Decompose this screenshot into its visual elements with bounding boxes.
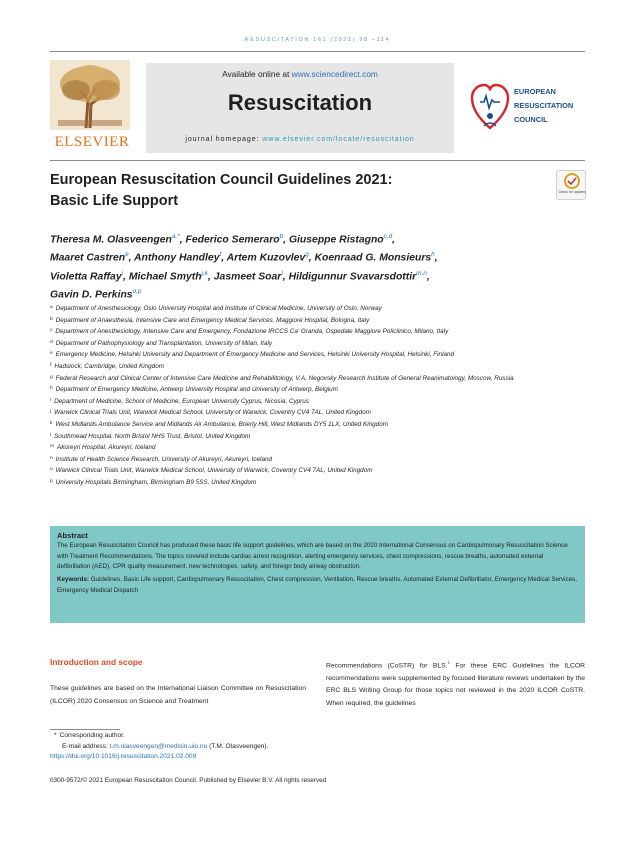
title-line-1: European Resuscitation Council Guidelines 2021: — [50, 172, 393, 188]
author-separator: , — [123, 271, 129, 283]
author-affiliation-mark[interactable]: h — [431, 251, 435, 259]
right-text-start: Recommendations (CoSTR) for BLS. — [326, 662, 448, 670]
affiliation-item — [50, 407, 585, 419]
affiliation-mark: b — [50, 316, 53, 322]
affiliation-text: Warwick Clinical Trials Unit, Warwick Medical School, University of Warwick, Coventry CV4 7AL, United Kingdom — [55, 467, 373, 475]
author-name[interactable]: Koenraad G. Monsieurs — [314, 252, 432, 264]
author-line — [50, 247, 590, 265]
author-separator: , — [426, 271, 430, 283]
footnote-divider — [50, 729, 120, 730]
affiliation-item — [50, 396, 585, 408]
author-separator: , — [179, 234, 186, 246]
affiliation-text: Akureyri Hospital, Akureyri, Iceland — [57, 444, 156, 452]
affiliation-text: Department of Anesthesiology, Oslo University Hospital and Institute of Clinical Medicine, University of Oslo, Norway — [55, 305, 382, 312]
affiliation-text: University Hospitals Birmingham, Birmingham B9 5SS, United Kingdom — [55, 478, 257, 486]
section-heading: Introduction and scope — [50, 657, 143, 667]
affiliation-item — [50, 326, 585, 338]
affiliation-item — [50, 373, 585, 385]
author-list — [50, 229, 590, 303]
author-line — [50, 229, 590, 247]
corresponding-note — [50, 731, 470, 742]
crossmark-label: Check for updates — [558, 190, 586, 194]
journal-banner — [146, 63, 454, 153]
author-name[interactable]: Federico Semeraro — [185, 234, 280, 246]
affiliation-item — [50, 419, 585, 431]
author-separator: , — [282, 271, 289, 283]
email-line — [50, 742, 470, 753]
author-line — [50, 284, 590, 302]
crossmark-icon — [557, 171, 587, 191]
title-divider — [50, 160, 585, 161]
keywords — [57, 575, 578, 596]
affiliation-item — [50, 384, 585, 396]
email-suffix: (T.M. Olasveengen). — [207, 742, 269, 750]
affiliation-list — [50, 303, 585, 489]
author-name[interactable]: Maaret Castren — [50, 252, 126, 264]
author-separator: , — [207, 271, 214, 283]
keywords-text: Guidelines, Basic Life support, Cardiopulmonary Resuscitation, Chest compression, Ventilation, Rescue breaths, Automated External Defibrillator, Emergency Medical Services, Emergency Medical Dispatch — [57, 576, 578, 594]
doi-link[interactable]: https://doi.org/10.1016/j.resuscitation.2021.02.009 — [50, 753, 197, 760]
elsevier-logo — [46, 60, 136, 152]
publisher-name: ELSEVIER — [54, 134, 130, 150]
abstract-heading: Abstract — [57, 531, 88, 540]
author-separator: , — [128, 252, 135, 264]
author-name[interactable]: Gavin D. Perkins — [50, 289, 133, 301]
sciencedirect-link[interactable]: www.sciencedirect.com — [291, 69, 378, 79]
available-online — [146, 69, 454, 79]
author-affiliation-mark[interactable]: l — [281, 269, 283, 277]
affiliation-text: Southmead Hospital, North Bristol NHS Trust, Bristol, United Kingdom — [54, 432, 251, 440]
journal-title: Resuscitation — [227, 90, 373, 115]
affiliation-item — [50, 361, 585, 373]
journal-homepage — [146, 135, 454, 143]
reference-link[interactable]: 1 — [447, 660, 451, 665]
author-affiliation-mark[interactable]: b — [279, 233, 284, 240]
affiliation-mark: e — [50, 351, 53, 357]
keywords-label: Keywords: — [57, 576, 89, 584]
affiliation-item — [50, 477, 585, 489]
affiliation-text: Department of Anesthesiology, Intensive Care and Emergency, Fondazione IRCCS Ca' Granda, Ospedale Maggiore Policlinico, Milano, Italy — [55, 328, 449, 336]
affiliation-item — [50, 465, 585, 477]
erc-wordmark — [514, 85, 573, 127]
affiliation-text: Emergency Medicine, Helsinki University and Department of Emergency Medicine and Services, Helsinki University Hospital, Helsinki, Finland — [55, 351, 455, 359]
affiliation-item — [50, 315, 585, 327]
affiliation-mark: k — [50, 420, 53, 426]
affiliation-text: Department of Anaesthesia, Intensive Care and Emergency Medical Services, Maggiore Hospital, Bologna, Italy — [55, 316, 370, 324]
abstract-text: The European Resuscitation Council has produced these basic life support guidelines, which are based on the 2020 International Consensus on Cardiopulmonary Resuscitation Science with Treatment Recommendations. The topics covered include cardiac arrest recognition, alerting emergency services, chest compressions, rescue breaths, automated external defibrillation (AED), CPR quality measurement, new technologies, safety, and foreign body airway obstruction. — [57, 542, 568, 571]
author-name[interactable]: Theresa M. Olasveengen — [50, 234, 172, 246]
affiliation-text: Department of Emergency Medicine, Antwerp University Hospital and University of Antwerp, Belgium — [55, 386, 338, 394]
affiliation-text: West Midlands Ambulance Service and Midlands Air Ambulance, Brierly Hill, West Midlands DY5 1LX, United Kingdom — [55, 420, 389, 428]
header-divider — [50, 51, 585, 52]
affiliation-mark: j — [50, 409, 52, 415]
author-affiliation-mark[interactable]: i — [121, 269, 124, 277]
heart-icon — [470, 82, 510, 134]
homepage-label: journal homepage: — [185, 135, 263, 143]
affiliation-item — [50, 454, 585, 466]
asterisk-mark: * — [54, 732, 57, 739]
footnotes — [50, 731, 470, 763]
erc-line-2: RESUSCITATION — [514, 101, 574, 110]
affiliation-mark: h — [50, 386, 53, 392]
available-prefix: Available online at — [222, 69, 292, 79]
email-link[interactable]: t.m.olasveengen@medisin.uio.no — [109, 742, 208, 750]
author-name[interactable]: Artem Kuzovlev — [226, 252, 306, 264]
affiliation-item — [50, 303, 585, 315]
author-affiliation-mark[interactable]: g — [305, 251, 309, 259]
right-text-end: For these ERC Guidelines the ILCOR recommendations were supplemented by focused literature reviews undertaken by the ERC BLS Writing Group for those topics not reviewed in the 2020 ILCOR CoSTR. When required, the guidelines — [326, 662, 585, 708]
running-head: RESUSCITATION 161 (2021) 98 –114 — [244, 37, 391, 43]
erc-line-1: EUROPEAN — [514, 87, 556, 96]
affiliation-item — [50, 338, 585, 350]
affiliation-text: Department of Medicine, School of Medicine, European University Cyprus, Nicosia, Cyprus — [54, 397, 309, 405]
author-name[interactable]: Giuseppe Ristagno — [288, 234, 384, 246]
homepage-link[interactable]: www.elsevier.com/locate/resuscitation — [262, 135, 415, 143]
erc-logo — [470, 82, 590, 138]
affiliation-mark: g — [50, 374, 53, 380]
abstract-box — [50, 526, 585, 623]
affiliation-mark: c — [50, 328, 53, 334]
author-line — [50, 266, 590, 284]
author-name[interactable]: Jasmeet Soar — [213, 271, 282, 283]
affiliation-item — [50, 431, 585, 443]
author-affiliation-mark[interactable]: a,* — [171, 233, 180, 240]
affiliation-item — [50, 442, 585, 454]
affiliation-mark: l — [50, 432, 52, 438]
author-name[interactable]: Anthony Handley — [134, 252, 220, 264]
elsevier-tree-icon — [50, 60, 130, 130]
author-affiliation-mark[interactable]: o,p — [132, 288, 142, 296]
author-separator: , — [283, 234, 289, 246]
author-affiliation-mark[interactable]: f — [219, 251, 222, 259]
affiliation-text: Institute of Health Science Research, University of Akureyri, Akureyri, Iceland — [55, 455, 273, 463]
affiliation-item — [50, 349, 585, 361]
affiliation-mark: f — [50, 362, 52, 368]
author-separator: , — [308, 252, 315, 264]
check-for-updates-badge[interactable] — [556, 170, 586, 200]
author-name[interactable]: Violetta Raffay — [50, 271, 122, 283]
affiliation-mark: a — [50, 305, 53, 310]
affiliation-text: Federal Research and Clinical Center of Intensive Care Medicine and Rehabilitology, V.A. Negovsky Research Institute of General Reanimatology, Moscow, Russia — [55, 374, 514, 382]
affiliation-mark: n — [50, 455, 53, 461]
author-name[interactable]: Hildigunnur Svavarsdottir — [288, 271, 417, 283]
body-right-column — [326, 657, 585, 711]
corresponding-label: Corresponding author. — [59, 732, 125, 739]
author-separator: , — [221, 252, 227, 264]
author-affiliation-mark[interactable]: m,n — [416, 269, 427, 277]
author-affiliation-mark[interactable]: e — [125, 251, 129, 259]
author-affiliation-mark[interactable]: c,d — [383, 233, 393, 240]
affiliation-text: Department of Pathophysiology and Transplantation, University of Milan, Italy — [55, 339, 273, 347]
affiliation-text: Hadstock, Cambridge, United Kingdom — [54, 362, 165, 370]
author-separator: , — [392, 234, 396, 246]
copyright-notice: 0300-9572/© 2021 European Resuscitation Council. Published by Elsevier B.V. All rights reserved — [50, 777, 327, 784]
erc-line-3: COUNCIL — [514, 115, 548, 124]
email-label: E-mail address: — [62, 742, 110, 750]
affiliation-mark: p — [50, 478, 53, 484]
affiliation-mark: m — [50, 444, 54, 450]
body-left-column: These guidelines are based on the International Liaison Committee on Resuscitation (ILCOR) 2020 Consensus on Science and Treatment — [50, 685, 306, 705]
affiliation-text: Warwick Clinical Trials Unit, Warwick Medical School, University of Warwick, Coventry CV4 7AL, United Kingdom — [54, 409, 371, 417]
affiliation-mark: o — [50, 467, 53, 473]
article-title — [50, 170, 520, 212]
author-name[interactable]: Michael Smyth — [128, 271, 202, 283]
author-separator: , — [434, 252, 438, 264]
author-affiliation-mark[interactable]: j,k — [201, 269, 208, 277]
title-line-2: Basic Life Support — [50, 193, 179, 209]
affiliation-mark: d — [50, 339, 53, 345]
affiliation-mark: i — [50, 397, 52, 403]
